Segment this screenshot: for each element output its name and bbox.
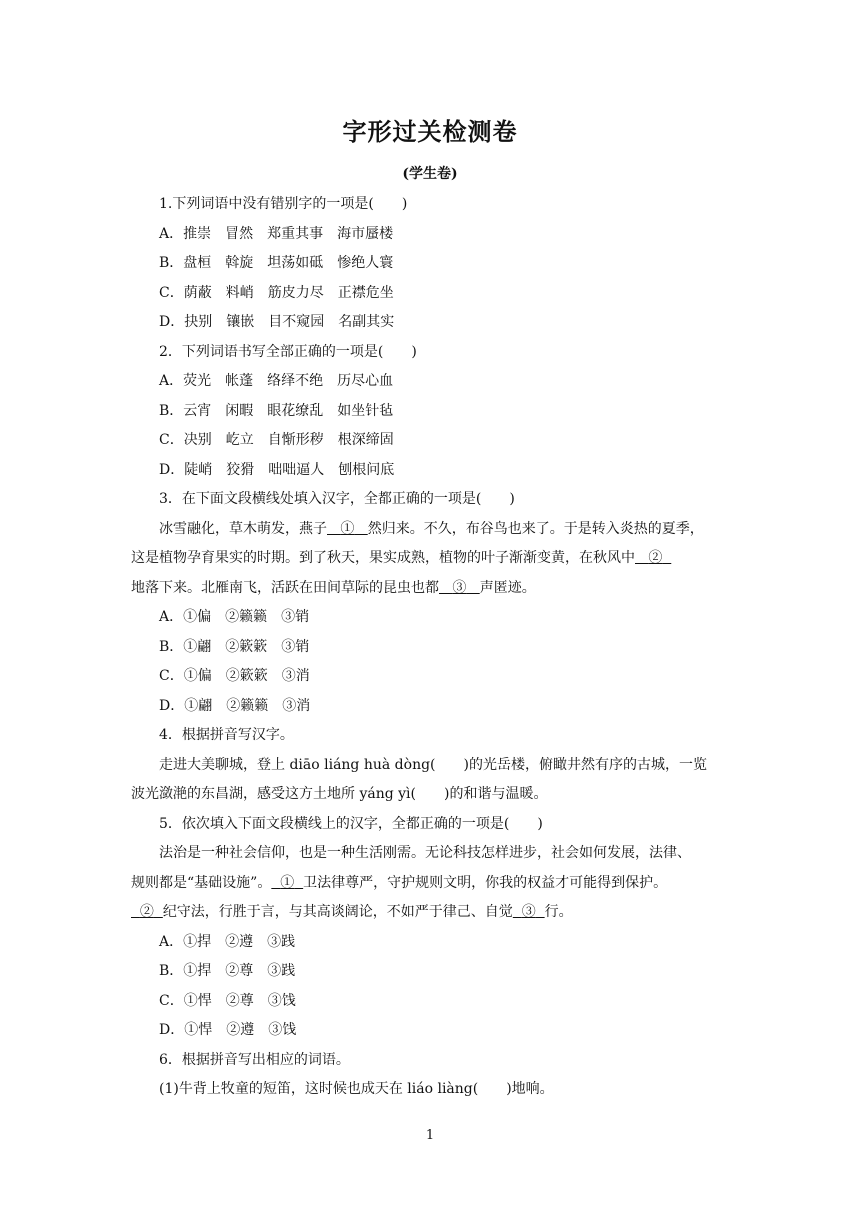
q6-item-1: (1)牛背上牧童的短笛，这时候也成天在 liáo liàng( )地响。: [159, 1081, 554, 1097]
blank-number: ③: [521, 904, 536, 920]
q3-passage-line-1: [131, 515, 731, 545]
page-title: 字形过关检测卷: [342, 118, 518, 146]
q5-option-c: C．①悍 ②尊 ③饯: [159, 992, 296, 1009]
q3-option-d: D．①翩 ②籁籁 ③消: [159, 697, 311, 714]
q3-blank-1: [327, 521, 368, 537]
q2-option-d: D．陡峭 狡猾 咄咄逼人 刨根问底: [159, 461, 395, 478]
q3-text: 这是植物孕育果实的时期。到了秋天，果实成熟，植物的叶子渐渐变黄，在秋风中: [131, 550, 635, 566]
q5-passage-line-1: 法治是一种社会信仰，也是一种生活刚需。无论科技怎样进步，社会如何发展，法律、: [159, 845, 691, 861]
q2-option-a: A．荧光 帐蓬 络绎不绝 历尽心血: [159, 373, 394, 389]
q4-stem: 4．根据拼音写汉字。: [159, 727, 294, 743]
q3-text: 地落下来。北雁南飞，活跃在田间草际的昆虫也都: [131, 579, 439, 596]
q3-option-a: A．①偏 ②籁籁 ③销: [159, 609, 310, 625]
question-content: [131, 190, 731, 1105]
q5-blank-3: [513, 904, 545, 920]
q2-option-b: B．云宵 闲暇 眼花缭乱 如坐针毡: [159, 402, 394, 419]
q4-passage-line-2: 波光潋滟的东昌湖，感受这方土地所 yáng yì( )的和谐与温暖。: [131, 786, 548, 802]
q6-stem: 6．根据拼音写出相应的词语。: [159, 1051, 350, 1068]
q3-blank-2: [635, 550, 671, 566]
q3-stem: 3．在下面文段横线处填入汉字，全都正确的一项是( ): [159, 491, 515, 507]
q3-blank-3: [439, 580, 480, 596]
q1-option-a: A．推崇 冒然 郑重其事 海市蜃楼: [159, 225, 394, 242]
q4-passage-line-1: 走进大美聊城，登上 diāo liáng huà dòng( )的光岳楼，俯瞰井然有序的古城，一览: [159, 756, 707, 773]
q1-option-c: C．荫蔽 料峭 筋皮力尽 正襟危坐: [159, 284, 394, 301]
blank-number: ②: [648, 550, 663, 566]
q5-blank-2: [131, 904, 163, 920]
q5-option-b: B．①捍 ②尊 ③践: [159, 963, 296, 979]
blank-number: ③: [452, 579, 467, 596]
q1-stem: 1.下列词语中没有错别字的一项是( ): [159, 196, 408, 212]
q5-text: 规则都是“基础设施”。: [131, 874, 272, 891]
page-subtitle: (学生卷): [402, 166, 458, 182]
blank-number: ①: [280, 874, 295, 891]
q3-option-b: B．①翩 ②簌簌 ③销: [159, 638, 310, 655]
q3-passage-line-2: [131, 544, 731, 574]
q2-option-c: C．决别 屹立 自惭形秽 根深缔固: [159, 432, 394, 448]
page-number: 1: [425, 1128, 435, 1143]
q3-passage-line-3: [131, 574, 731, 604]
q3-option-c: C．①偏 ②簌簌 ③消: [159, 668, 310, 684]
q5-passage-line-3: [131, 898, 731, 928]
q3-text: 然归来。不久，布谷鸟也来了。于是转入炎热的夏季，: [367, 520, 704, 537]
blank-number: ①: [340, 520, 355, 537]
q2-stem: 2．下列词语书写全部正确的一项是( ): [159, 343, 417, 360]
q5-option-a: A．①捍 ②遵 ③践: [159, 933, 296, 950]
q5-passage-line-2: [131, 869, 731, 899]
q5-text: 行。: [544, 904, 573, 920]
q3-text: 声匿迹。: [479, 579, 536, 596]
q5-option-d: D．①悍 ②遵 ③饯: [159, 1022, 297, 1038]
blank-number: ②: [139, 904, 154, 920]
q1-option-d: D．抉别 镶嵌 目不窥园 名副其实: [159, 314, 395, 330]
q1-option-b: B．盘桓 斡旋 坦荡如砥 惨绝人寰: [159, 255, 394, 271]
q3-text: 冰雪融化，草木萌发，燕子: [159, 520, 327, 537]
q5-text: 纪守法，行胜于言，与其高谈阔论，不如严于律己、自觉: [162, 904, 513, 920]
q5-blank-1: [271, 875, 303, 891]
q5-stem: 5．依次填入下面文段横线上的汉字，全都正确的一项是( ): [159, 815, 543, 832]
q5-text: 卫法律尊严，守护规则文明，你我的权益才可能得到保护。: [303, 874, 668, 891]
